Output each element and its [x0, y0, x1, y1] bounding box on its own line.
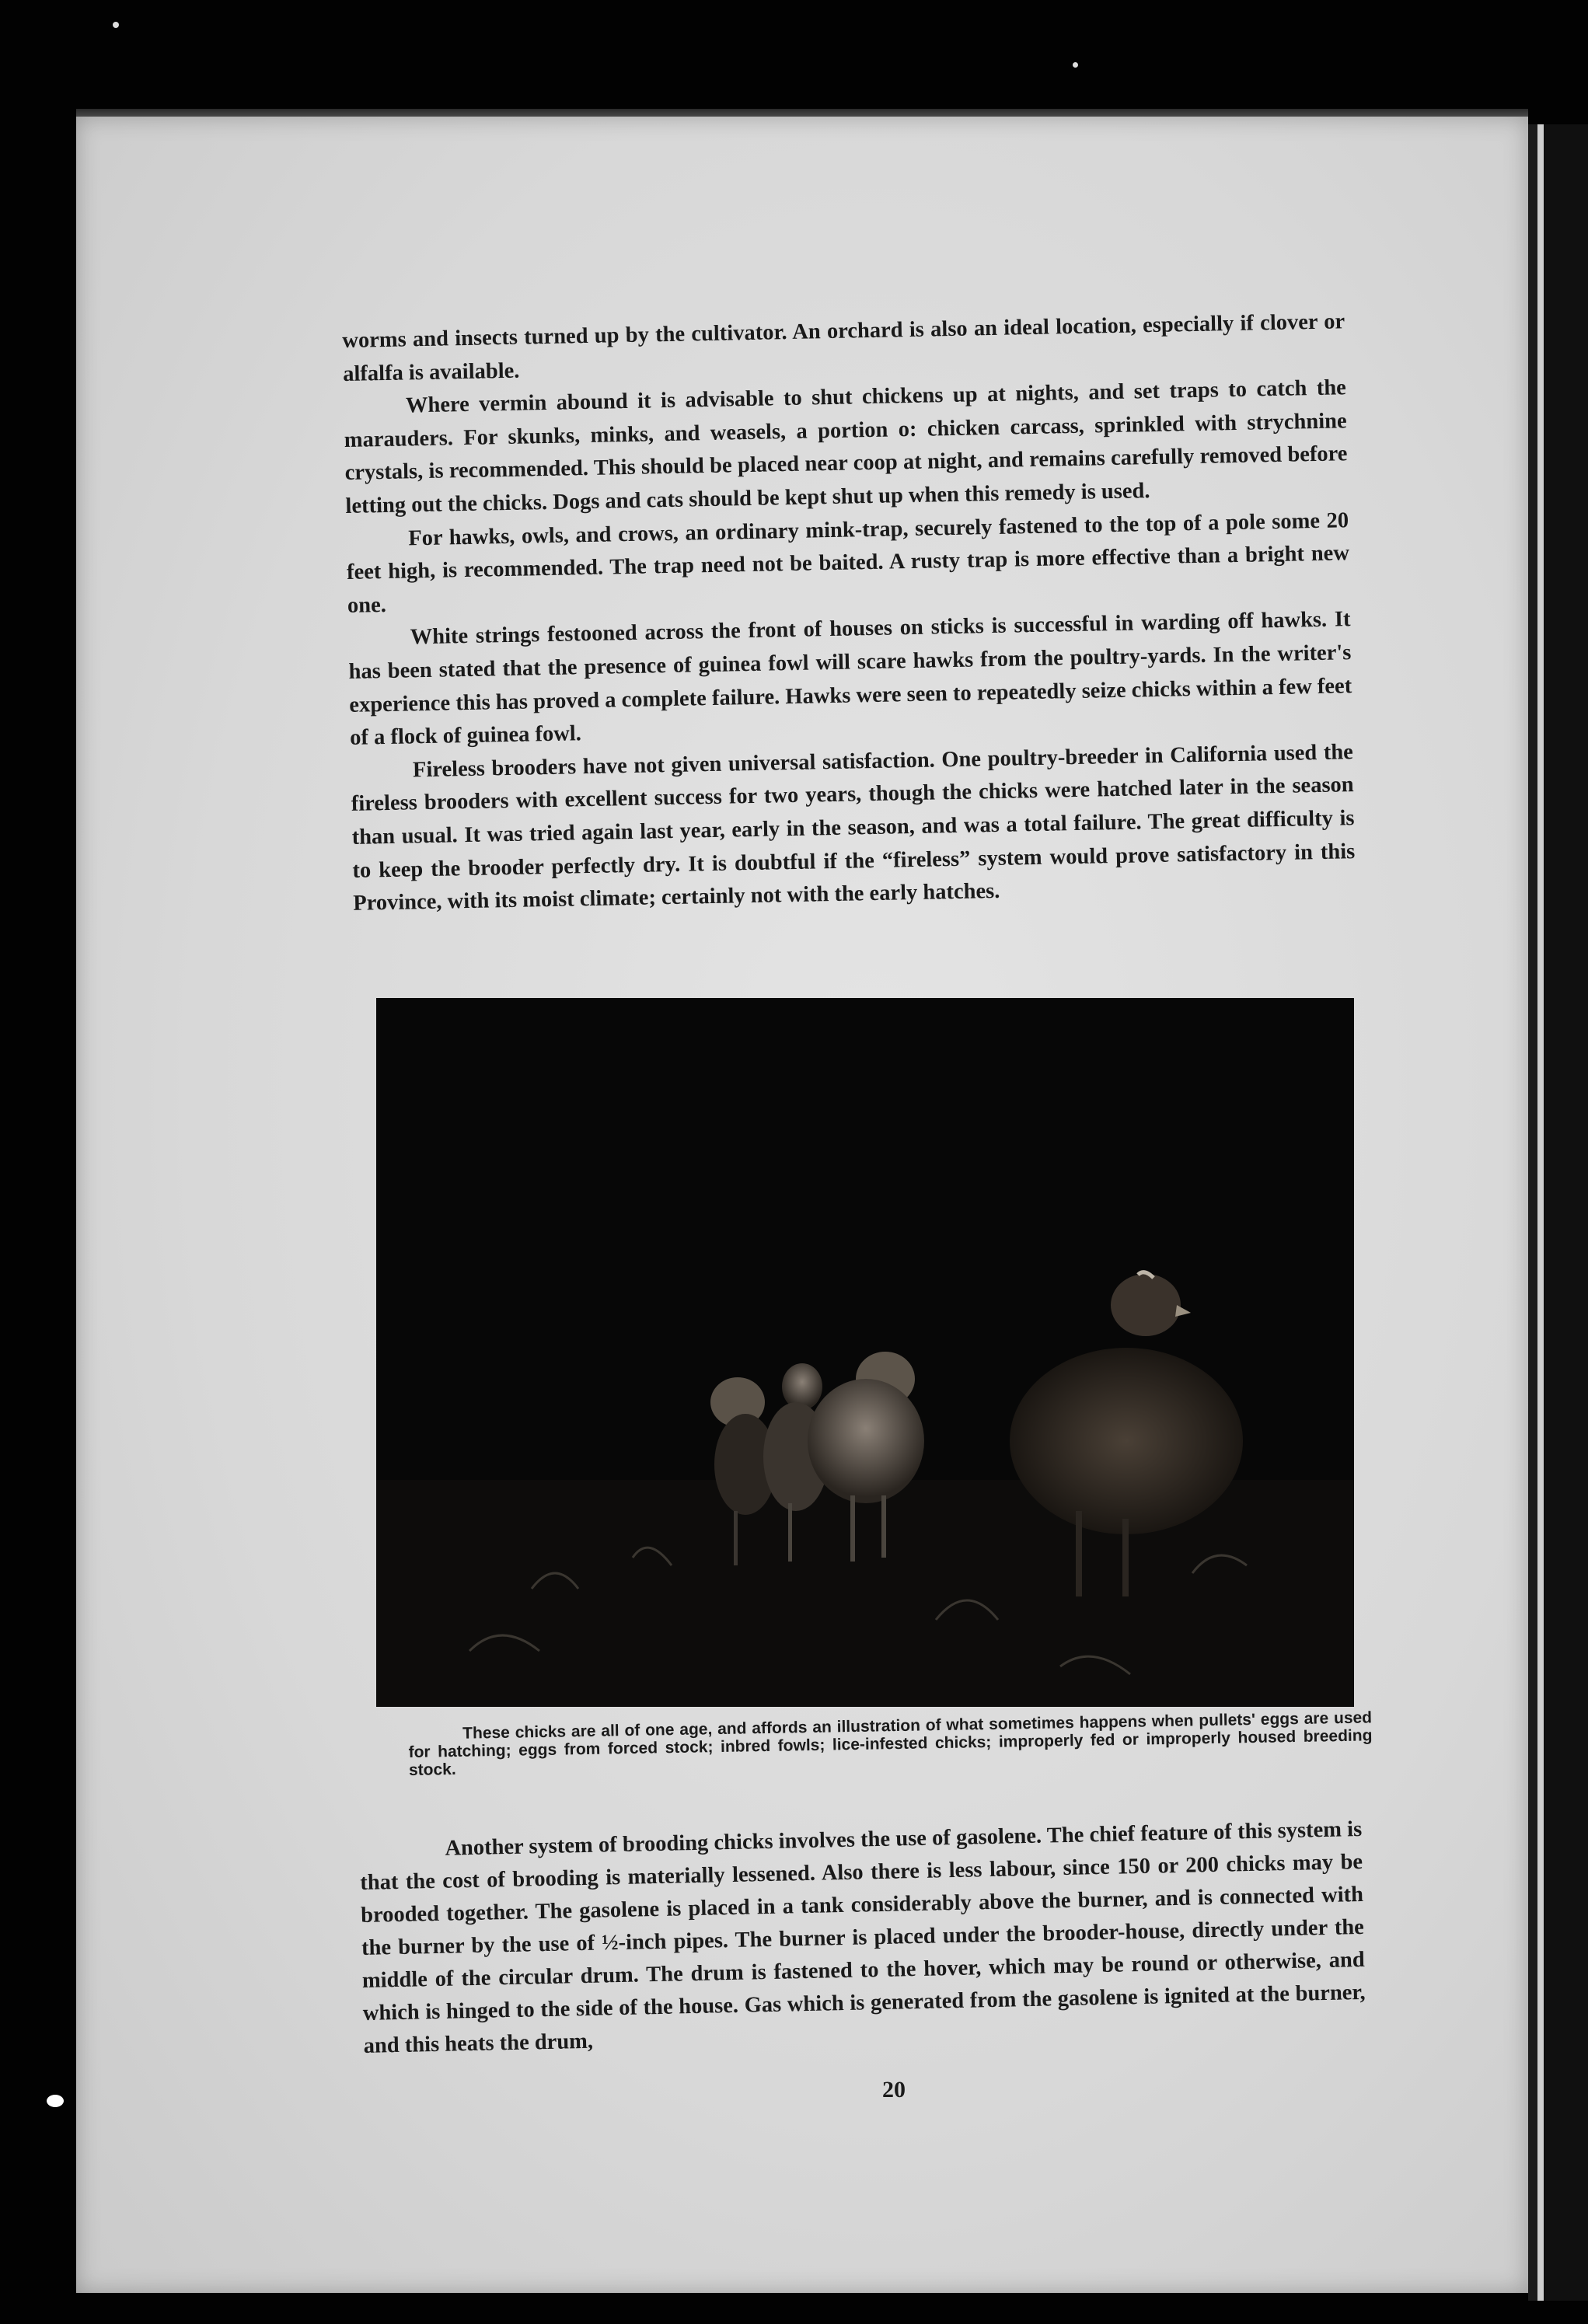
paragraph: Fireless brooders have not given universal satisfaction. One poultry-breeder in California used the fireless brooders with excellent success for two years, though the chicks were hatched later in the season than usual. It was tried again last year, early in the season, and was a total failure. The great difficulty is to keep the brooder perfectly dry. It is doubtful if the “fireless” system would prove satisfactory in this Province, with its moist climate; certainly not with the early hatches. [351, 739, 1356, 916]
paragraph: worms and insects turned up by the cultivator. An orchard is also an ideal location, especially if clover or alfalfa is available. [342, 309, 1345, 386]
page-number: 20 [882, 2077, 906, 2102]
paragraph: Where vermin abound it is advisable to shut chickens up at nights, and set traps to catch the marauders. For skunks, minks, and weasels, a portion o: chicken carcass, sprinkled with strychnine crystals, is recommended. This should be placed near coop at night, and remains carefully removed before letting out the chicks. Dogs and cats should be kept shut up when this remedy is used. [344, 375, 1348, 518]
body-text-bottom: Another system of brooding chicks involves the use of gasolene. The chief feature of this system is that the cost of brooding is materially lessened. Also there is less labour, since 150 or 200 chicks may be brooded together. The gasolene is placed in a tank considerably above the burner, and is connected with the burner by the use of ½-inch pipes. The burner is placed under the brooder-house, directly under the middle of the circular drum. The drum is fastened to the hover, which may be round or otherwise, and which is hinged to the side of the house. Gas which is generated from the gasolene is ignited at the burner, and this heats the drum, [359, 1816, 1366, 2058]
photo-caption: These chicks are all of one age, and affords an illustration of what sometimes happens when pullets' eggs are used for hatching; eggs from forced stock; inbred fowls; lice-infested chicks; improperly fed or improperly housed breeding stock. [408, 1708, 1373, 1779]
paragraph: For hawks, owls, and crows, an ordinary mink-trap, securely fastened to the top of a pole some 20 feet high, is recommended. The trap need not be baited. A rusty trap is more effective than a bright new one. [346, 508, 1350, 618]
chicks-photograph [376, 998, 1354, 1707]
paragraph: White strings festooned across the front of houses on sticks is successful in warding off hawks. It has been stated that the presence of guinea fowl will scare hawks from the poultry-yards. In the writer's experience this has proved a complete failure. Hawks were seen to repeatedly seize chicks within a few feet of a flock of guinea fowl. [348, 607, 1352, 751]
dust-speck [1073, 62, 1078, 68]
dust-speck [113, 22, 119, 28]
body-text-top [342, 305, 1356, 920]
dust-speck [47, 2095, 64, 2107]
facing-page-edge [1528, 124, 1588, 2301]
